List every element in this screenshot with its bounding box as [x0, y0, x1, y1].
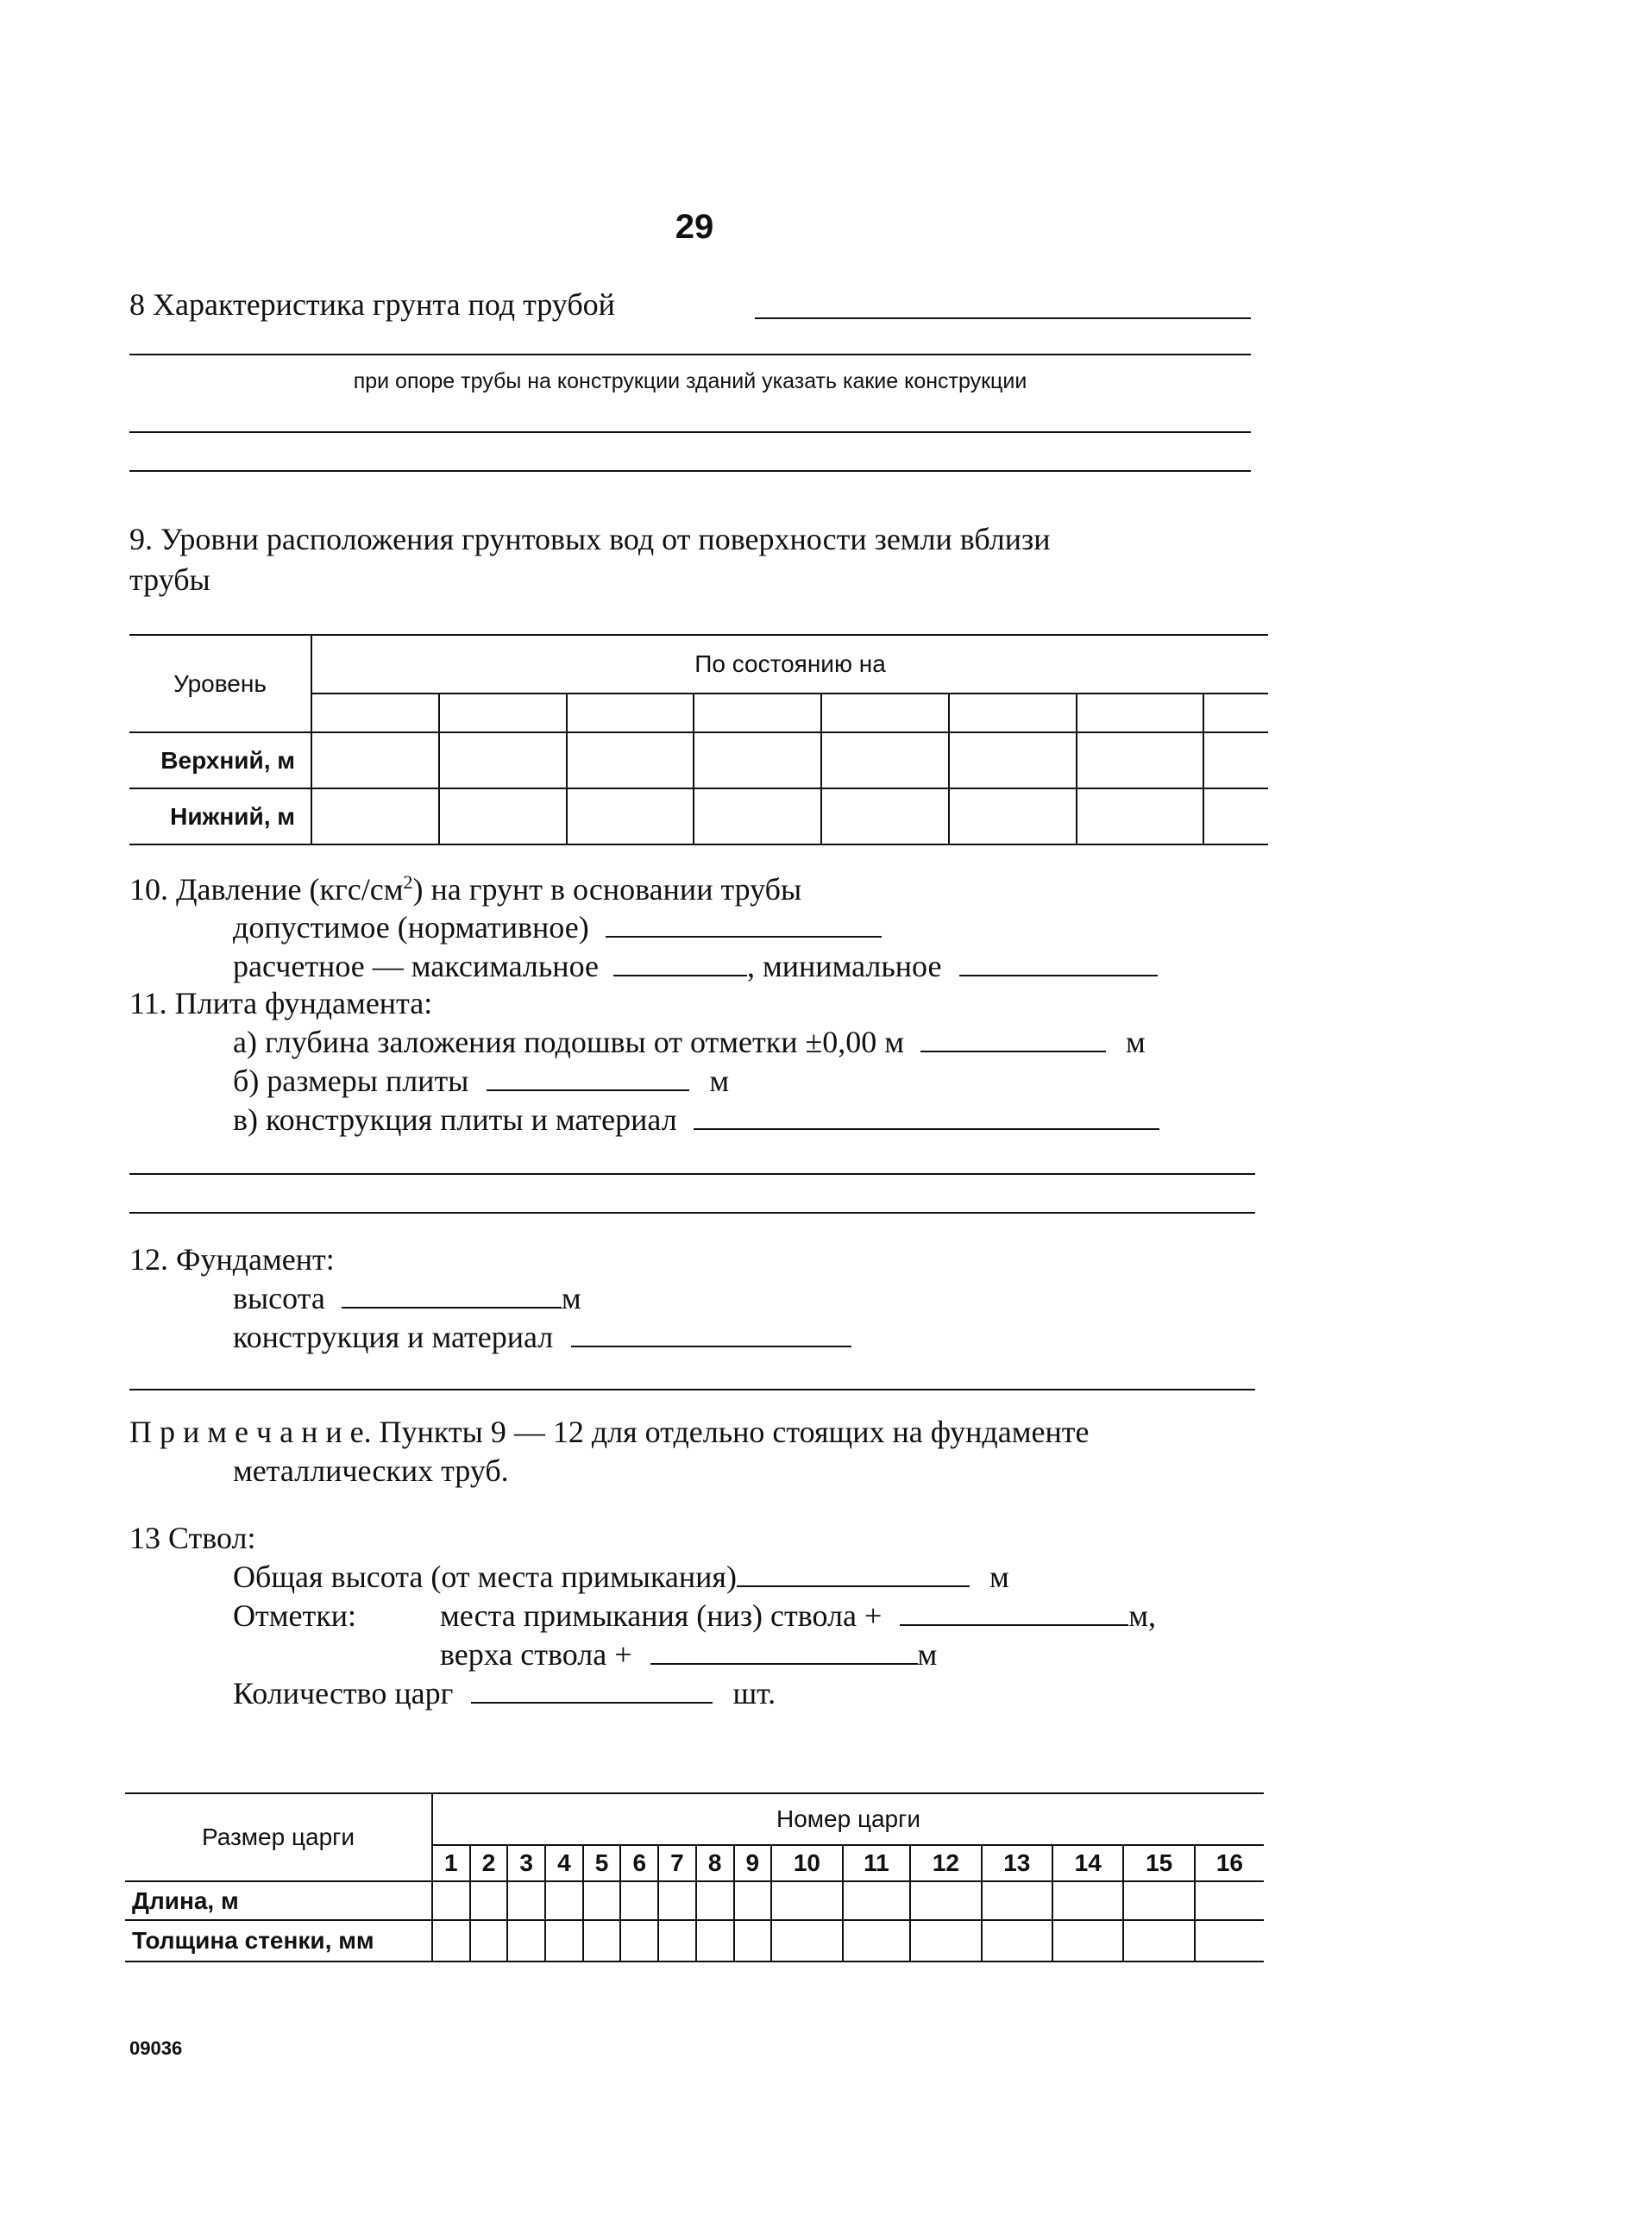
groundwater-value-cell[interactable]: [694, 788, 821, 844]
top-mark-field[interactable]: [650, 1662, 918, 1665]
tsar-value-cell[interactable]: [470, 1881, 508, 1920]
tsar-value-cell[interactable]: [583, 1881, 621, 1920]
table-row: [125, 1920, 1264, 1962]
calc-max-label: расчетное — максимальное: [233, 949, 599, 983]
foundation-height-label: высота: [233, 1281, 325, 1315]
tsar-value-cell[interactable]: [771, 1881, 842, 1920]
tsar-number: 9: [734, 1845, 772, 1881]
tsar-number: 16: [1195, 1845, 1264, 1881]
section-8-answer-line[interactable]: [755, 317, 1251, 319]
tsar-value-cell[interactable]: [507, 1881, 545, 1920]
tsar-number: 10: [771, 1845, 842, 1881]
section-12-title: 12. Фундамент:: [129, 1242, 335, 1277]
bottom-mark-field[interactable]: [900, 1623, 1128, 1626]
tsar-number: 11: [843, 1845, 911, 1881]
groundwater-date-cell[interactable]: [439, 694, 567, 732]
groundwater-value-cell[interactable]: [1077, 732, 1204, 788]
tsar-value-cell[interactable]: [432, 1881, 470, 1920]
foundation-depth-label: а) глубина заложения подошвы от отметки ±0,00 м: [233, 1025, 905, 1059]
section-10-title-sup: 2: [403, 871, 413, 893]
tsar-value-cell[interactable]: [545, 1920, 583, 1962]
groundwater-value-cell[interactable]: [1203, 732, 1268, 788]
foundation-construction-field[interactable]: [571, 1345, 851, 1347]
stack-total-height-row: [233, 1560, 1009, 1595]
section-11-answer-line-2[interactable]: [129, 1212, 1255, 1214]
tsar-number: 1: [432, 1845, 470, 1881]
groundwater-value-cell[interactable]: [439, 788, 567, 844]
tsar-value-cell[interactable]: [734, 1920, 772, 1962]
tsar-value-cell[interactable]: [1123, 1920, 1194, 1962]
calc-pressure-row: [233, 949, 1158, 984]
tsar-value-cell[interactable]: [470, 1920, 508, 1962]
tsar-value-cell[interactable]: [696, 1920, 734, 1962]
tsar-count-label: Количество царг: [233, 1676, 454, 1710]
foundation-depth-unit: м: [1126, 1025, 1146, 1059]
tsar-value-cell[interactable]: [620, 1881, 658, 1920]
groundwater-value-cell[interactable]: [311, 732, 439, 788]
groundwater-col-header: Уровень: [129, 635, 311, 732]
tsar-group-header: Номер царги: [432, 1793, 1264, 1845]
foundation-depth-row: [233, 1025, 1146, 1060]
calc-max-field[interactable]: [613, 974, 747, 976]
section-8-answer-line-2[interactable]: [129, 354, 1251, 355]
section-10-title: [129, 871, 801, 907]
foundation-construction-label: конструкция и материал: [233, 1320, 554, 1354]
bottom-mark-label: места примыкания (низ) ствола +: [440, 1598, 883, 1633]
tsar-value-cell[interactable]: [1123, 1881, 1194, 1920]
tsar-value-cell[interactable]: [658, 1920, 696, 1962]
table-row: [129, 732, 1268, 788]
section-9-title-cont: трубы: [129, 562, 210, 597]
tsar-number: 2: [470, 1845, 508, 1881]
section-9-title: 9. Уровни расположения грунтовых вод от поверхности земли вблизи: [129, 522, 1051, 556]
tsar-value-cell[interactable]: [583, 1920, 621, 1962]
tsar-value-cell[interactable]: [910, 1920, 981, 1962]
footer-code: 09036: [129, 2037, 183, 2059]
groundwater-date-cell[interactable]: [694, 694, 821, 732]
groundwater-value-cell[interactable]: [949, 732, 1077, 788]
slab-size-unit: м: [709, 1064, 730, 1098]
groundwater-value-cell[interactable]: [1203, 788, 1268, 844]
tsar-table: [125, 1792, 1264, 1962]
groundwater-date-cell[interactable]: [949, 694, 1077, 732]
tsar-value-cell[interactable]: [910, 1881, 981, 1920]
section-8-answer-line-4[interactable]: [129, 470, 1251, 472]
note-text: Пункты 9 — 12 для отдельно стоящих на фундаменте: [371, 1415, 1090, 1449]
top-mark-row: [440, 1637, 937, 1673]
tsar-value-cell[interactable]: [432, 1920, 470, 1962]
allowable-pressure-label: допустимое (нормативное): [233, 910, 589, 945]
tsar-value-cell[interactable]: [1052, 1920, 1123, 1962]
marks-label: Отметки:: [233, 1598, 356, 1633]
slab-size-field[interactable]: [487, 1089, 689, 1091]
allowable-pressure-field[interactable]: [606, 935, 882, 938]
tsar-value-cell[interactable]: [507, 1920, 545, 1962]
groundwater-value-cell[interactable]: [1077, 788, 1204, 844]
slab-construction-label: в) конструкция плиты и материал: [233, 1102, 677, 1137]
groundwater-date-cell[interactable]: [1077, 694, 1204, 732]
tsar-count-field[interactable]: [471, 1701, 713, 1704]
tsar-number: 3: [507, 1845, 545, 1881]
table-row: [129, 788, 1268, 844]
groundwater-date-cell[interactable]: [311, 694, 439, 732]
groundwater-value-cell[interactable]: [567, 788, 694, 844]
tsar-value-cell[interactable]: [843, 1881, 911, 1920]
slab-size-label: б) размеры плиты: [233, 1064, 469, 1098]
calc-min-label: , минимальное: [746, 949, 942, 983]
section-12-answer-line[interactable]: [129, 1389, 1255, 1390]
groundwater-table: [129, 634, 1268, 845]
section-11-title: 11. Плита фундамента:: [129, 986, 433, 1020]
groundwater-group-header: По состоянию на: [311, 635, 1268, 694]
tsar-value-cell[interactable]: [1195, 1920, 1264, 1962]
groundwater-date-cell[interactable]: [567, 694, 694, 732]
tsar-row-label: Толщина стенки, мм: [125, 1920, 432, 1962]
section-11-answer-line[interactable]: [129, 1173, 1255, 1175]
tsar-value-cell[interactable]: [843, 1920, 911, 1962]
groundwater-value-cell[interactable]: [567, 732, 694, 788]
top-mark-unit: м: [917, 1637, 938, 1672]
tsar-number: 4: [545, 1845, 583, 1881]
tsar-count-unit: шт.: [732, 1676, 776, 1710]
table-row: [125, 1881, 1264, 1920]
note-text-cont: металлических труб.: [233, 1453, 509, 1488]
groundwater-date-cell[interactable]: [1203, 694, 1268, 732]
foundation-height-unit: м: [561, 1281, 581, 1315]
slab-size-row: [233, 1064, 729, 1099]
tsar-value-cell[interactable]: [1195, 1881, 1264, 1920]
groundwater-row-label: Верхний, м: [129, 732, 311, 788]
groundwater-date-cell[interactable]: [821, 694, 949, 732]
slab-construction-field[interactable]: [694, 1127, 1159, 1130]
stack-total-height-unit: м: [989, 1560, 1009, 1594]
tsar-number: 5: [583, 1845, 621, 1881]
tsar-number: 7: [658, 1845, 696, 1881]
tsar-number: 14: [1052, 1845, 1123, 1881]
tsar-value-cell[interactable]: [696, 1881, 734, 1920]
tsar-number: 12: [910, 1845, 981, 1881]
section-8-label: 8 Характеристика грунта под трубой: [129, 287, 615, 322]
section-10-title-prefix: 10. Давление (кгс/см: [129, 872, 404, 907]
tsar-value-cell[interactable]: [982, 1881, 1052, 1920]
stack-total-height-label: Общая высота (от места примыкания): [233, 1560, 737, 1594]
groundwater-value-cell[interactable]: [311, 788, 439, 844]
tsar-count-row: [233, 1676, 776, 1711]
allowable-pressure-row: [233, 910, 882, 945]
top-mark-label: верха ствола +: [440, 1637, 632, 1672]
section-13-title: 13 Ствол:: [129, 1521, 256, 1555]
groundwater-value-cell[interactable]: [694, 732, 821, 788]
groundwater-value-cell[interactable]: [439, 732, 567, 788]
tsar-value-cell[interactable]: [734, 1881, 772, 1920]
tsar-row-label: Длина, м: [125, 1881, 432, 1920]
tsar-value-cell[interactable]: [1052, 1881, 1123, 1920]
tsar-value-cell[interactable]: [982, 1920, 1052, 1962]
tsar-value-cell[interactable]: [545, 1881, 583, 1920]
note-line: [129, 1415, 1089, 1450]
section-8-hint: при опоре трубы на конструкции зданий указать какие конструкции: [353, 369, 1027, 393]
bottom-mark-row: [440, 1598, 1156, 1634]
tsar-number: 6: [620, 1845, 658, 1881]
groundwater-row-label: Нижний, м: [129, 788, 311, 844]
tsar-number: 13: [982, 1845, 1052, 1881]
section-8-answer-line-3[interactable]: [129, 431, 1251, 433]
foundation-height-row: [233, 1281, 581, 1316]
section-10-title-suffix: ) на грунт в основании трубы: [412, 872, 802, 907]
tsar-value-cell[interactable]: [658, 1881, 696, 1920]
foundation-height-field[interactable]: [342, 1306, 562, 1309]
bottom-mark-unit: м,: [1128, 1598, 1157, 1633]
stack-total-height-field[interactable]: [737, 1585, 970, 1587]
groundwater-value-cell[interactable]: [821, 732, 949, 788]
tsar-number: 8: [696, 1845, 734, 1881]
tsar-number: 15: [1123, 1845, 1194, 1881]
tsar-col-header: Размер царги: [125, 1793, 432, 1881]
calc-min-field[interactable]: [959, 974, 1158, 976]
foundation-construction-row: [233, 1320, 851, 1355]
page-number: 29: [675, 208, 714, 246]
foundation-depth-field[interactable]: [920, 1050, 1106, 1052]
slab-construction-row: [233, 1102, 1159, 1138]
tsar-value-cell[interactable]: [771, 1920, 842, 1962]
note-label: П р и м е ч а н и е.: [129, 1415, 372, 1449]
groundwater-value-cell[interactable]: [949, 788, 1077, 844]
groundwater-value-cell[interactable]: [821, 788, 949, 844]
tsar-value-cell[interactable]: [620, 1920, 658, 1962]
